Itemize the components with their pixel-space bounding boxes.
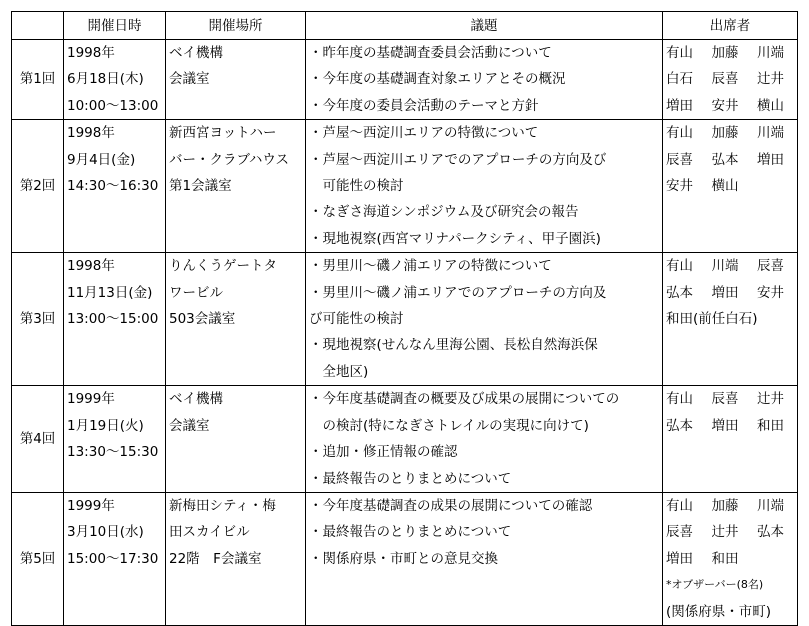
agenda-line: ・追加・修正情報の確認 xyxy=(309,444,458,461)
place-line: 新梅田シティ・梅 xyxy=(169,497,276,514)
place-line: ワービル xyxy=(169,284,223,301)
meeting-agenda xyxy=(306,40,663,120)
agenda-line: ・最終報告のとりまとめについて xyxy=(309,524,512,541)
attendee: 加藤 xyxy=(711,125,739,142)
attendee-line xyxy=(666,40,797,66)
observer-detail: (関係府県・市町) xyxy=(666,603,772,620)
attendee: 辰喜 xyxy=(666,151,693,168)
meeting-number: 第1回 xyxy=(12,40,64,120)
date-year: 1998年 xyxy=(67,45,115,61)
attendee: 有山 xyxy=(666,497,693,514)
attendee-line xyxy=(666,173,797,199)
date-day: 6月18日(木) xyxy=(67,71,144,88)
meeting-agenda xyxy=(306,386,663,493)
header-agenda: 議題 xyxy=(306,12,663,40)
table-row xyxy=(12,492,798,625)
meeting-number: 第3回 xyxy=(12,253,64,386)
place-line: 新西宮ヨットハー xyxy=(169,125,277,142)
agenda-line: ・現地視察(せんなん里海公園、長松自然海浜保 xyxy=(309,337,598,354)
table-row xyxy=(12,253,798,386)
attendee-line xyxy=(666,413,797,439)
attendee: 有山 xyxy=(666,391,693,408)
meeting-date xyxy=(64,386,166,493)
agenda-line: ・今年度の基礎調査対象エリアとその概況 xyxy=(309,71,566,88)
attendee: 辻井 xyxy=(757,391,784,408)
agenda-line: ・男里川～磯ノ浦エリアの特徴について xyxy=(309,258,552,275)
attendee: 辰喜 xyxy=(757,258,784,275)
attendee: 安井 xyxy=(757,284,784,301)
date-year: 1999年 xyxy=(67,391,115,408)
meeting-schedule-table xyxy=(11,11,798,626)
attendee: 有山 xyxy=(666,258,693,275)
attendee-line xyxy=(666,147,797,173)
agenda-line: ・最終報告のとりまとめについて xyxy=(309,470,512,487)
meeting-agenda xyxy=(306,120,663,253)
attendee: 川端 xyxy=(757,45,784,61)
agenda-line: ・男里川～磯ノ浦エリアでのアプローチの方向及 xyxy=(309,284,607,301)
meeting-place xyxy=(166,120,306,253)
attendee: 加藤 xyxy=(711,497,739,514)
date-day: 1月19日(火) xyxy=(67,417,144,434)
date-time: 13:30～15:30 xyxy=(67,444,159,461)
header-row xyxy=(12,12,798,40)
meeting-place xyxy=(166,253,306,386)
date-year: 1998年 xyxy=(67,258,115,275)
attendee: 横山 xyxy=(757,97,784,114)
date-year: 1998年 xyxy=(67,125,115,142)
attendee-line xyxy=(666,493,797,519)
attendee: 白石 xyxy=(666,71,693,88)
meeting-date xyxy=(64,120,166,253)
place-line: 第1会議室 xyxy=(169,178,232,195)
attendee: 横山 xyxy=(711,178,739,195)
meeting-date xyxy=(64,492,166,625)
date-day: 3月10日(水) xyxy=(67,524,144,541)
agenda-line: ・関係府県・市町との意見交換 xyxy=(309,550,498,567)
attendee: 増田 xyxy=(757,151,784,168)
attendee: 辰喜 xyxy=(666,524,693,541)
agenda-line: ・今年度の委員会活動のテーマと方針 xyxy=(309,97,539,114)
date-time: 15:00～17:30 xyxy=(67,550,159,567)
attendee: 弘本 xyxy=(757,524,784,541)
attendee: 辰喜 xyxy=(711,71,739,88)
agenda-line: ・なぎさ海道シンポジウム及び研究会の報告 xyxy=(309,204,579,221)
attendee: 増田 xyxy=(666,97,693,114)
meeting-place xyxy=(166,386,306,493)
date-time: 10:00～13:00 xyxy=(67,97,159,114)
observer-note: *オブザーバー(8名) xyxy=(666,578,764,592)
table-row xyxy=(12,120,798,253)
attendee: 川端 xyxy=(757,497,784,514)
attendee: 安井 xyxy=(711,97,739,114)
agenda-line: ・今年度基礎調査の成果の展開についての確認 xyxy=(309,497,593,514)
date-day: 9月4日(金) xyxy=(67,151,136,168)
agenda-line: の検討(特になぎさトレイルの実現に向けて) xyxy=(309,417,589,434)
agenda-line: ・今年度基礎調査の概要及び成果の展開についての xyxy=(309,391,620,408)
meeting-place xyxy=(166,40,306,120)
meeting-number: 第2回 xyxy=(12,120,64,253)
meeting-number: 第4回 xyxy=(12,386,64,493)
header-place: 開催場所 xyxy=(166,12,306,40)
agenda-line: び可能性の検討 xyxy=(309,311,404,328)
table-row xyxy=(12,40,798,120)
attendee-line xyxy=(666,546,797,572)
header-no xyxy=(12,12,64,40)
attendee: 増田 xyxy=(711,284,739,301)
attendee: 増田 xyxy=(711,417,739,434)
header-attendees: 出席者 xyxy=(663,12,798,40)
meeting-place xyxy=(166,492,306,625)
meeting-attendees xyxy=(663,40,798,120)
meeting-attendees xyxy=(663,253,798,386)
place-line: 503会議室 xyxy=(169,311,236,328)
attendee: 和田 xyxy=(757,417,784,434)
attendee-line xyxy=(666,519,797,545)
attendee: 弘本 xyxy=(666,417,693,434)
attendee: 辻井 xyxy=(757,71,784,88)
date-year: 1999年 xyxy=(67,497,115,514)
attendee: 弘本 xyxy=(711,151,739,168)
attendee: 加藤 xyxy=(711,45,739,61)
meeting-attendees xyxy=(663,492,798,625)
agenda-line: 全地区) xyxy=(309,363,369,380)
place-line: 田スカイビル xyxy=(169,524,250,541)
attendee: 辻井 xyxy=(711,524,739,541)
attendee-line xyxy=(666,120,797,146)
header-date: 開催日時 xyxy=(64,12,166,40)
agenda-line: ・芦屋～西淀川エリアの特徴について xyxy=(309,125,539,142)
attendee: 増田 xyxy=(666,550,693,567)
agenda-line: ・芦屋～西淀川エリアでのアプローチの方向及び xyxy=(309,151,607,168)
attendee-line xyxy=(666,386,797,412)
place-line: ベイ機構 xyxy=(169,391,223,408)
attendee: 川端 xyxy=(711,258,739,275)
attendee-line xyxy=(666,66,797,92)
attendee-line xyxy=(666,280,797,306)
place-line: 22階 F会議室 xyxy=(169,550,262,567)
meeting-attendees xyxy=(663,120,798,253)
attendee: 有山 xyxy=(666,45,693,61)
place-line: ベイ機構 xyxy=(169,45,223,61)
meeting-date xyxy=(64,253,166,386)
attendee: 弘本 xyxy=(666,284,693,301)
attendee-line xyxy=(666,93,797,119)
attendee: 川端 xyxy=(757,125,784,142)
date-time: 14:30～16:30 xyxy=(67,178,159,195)
attendee-line xyxy=(666,253,797,279)
date-day: 11月13日(金) xyxy=(67,284,153,301)
attendee: 辰喜 xyxy=(711,391,739,408)
place-line: 会議室 xyxy=(169,71,210,88)
meeting-number: 第5回 xyxy=(12,492,64,625)
agenda-line: ・現地視察(西宮マリナパークシティ、甲子園浜) xyxy=(309,230,601,247)
attendee: 安井 xyxy=(666,178,693,195)
attendee: 有山 xyxy=(666,125,693,142)
place-line: りんくうゲートタ xyxy=(169,258,277,275)
agenda-line: ・昨年度の基礎調査委員会活動について xyxy=(309,45,552,61)
meeting-attendees xyxy=(663,386,798,493)
attendee: 和田 xyxy=(711,550,739,567)
place-line: バー・クラブハウス xyxy=(169,151,290,168)
agenda-line: 可能性の検討 xyxy=(309,178,404,195)
place-line: 会議室 xyxy=(169,417,210,434)
meeting-date xyxy=(64,40,166,120)
table-row xyxy=(12,386,798,493)
meeting-agenda xyxy=(306,492,663,625)
date-time: 13:00～15:00 xyxy=(67,311,159,328)
meeting-agenda xyxy=(306,253,663,386)
attendee-line: 和田(前任白石) xyxy=(666,311,758,328)
